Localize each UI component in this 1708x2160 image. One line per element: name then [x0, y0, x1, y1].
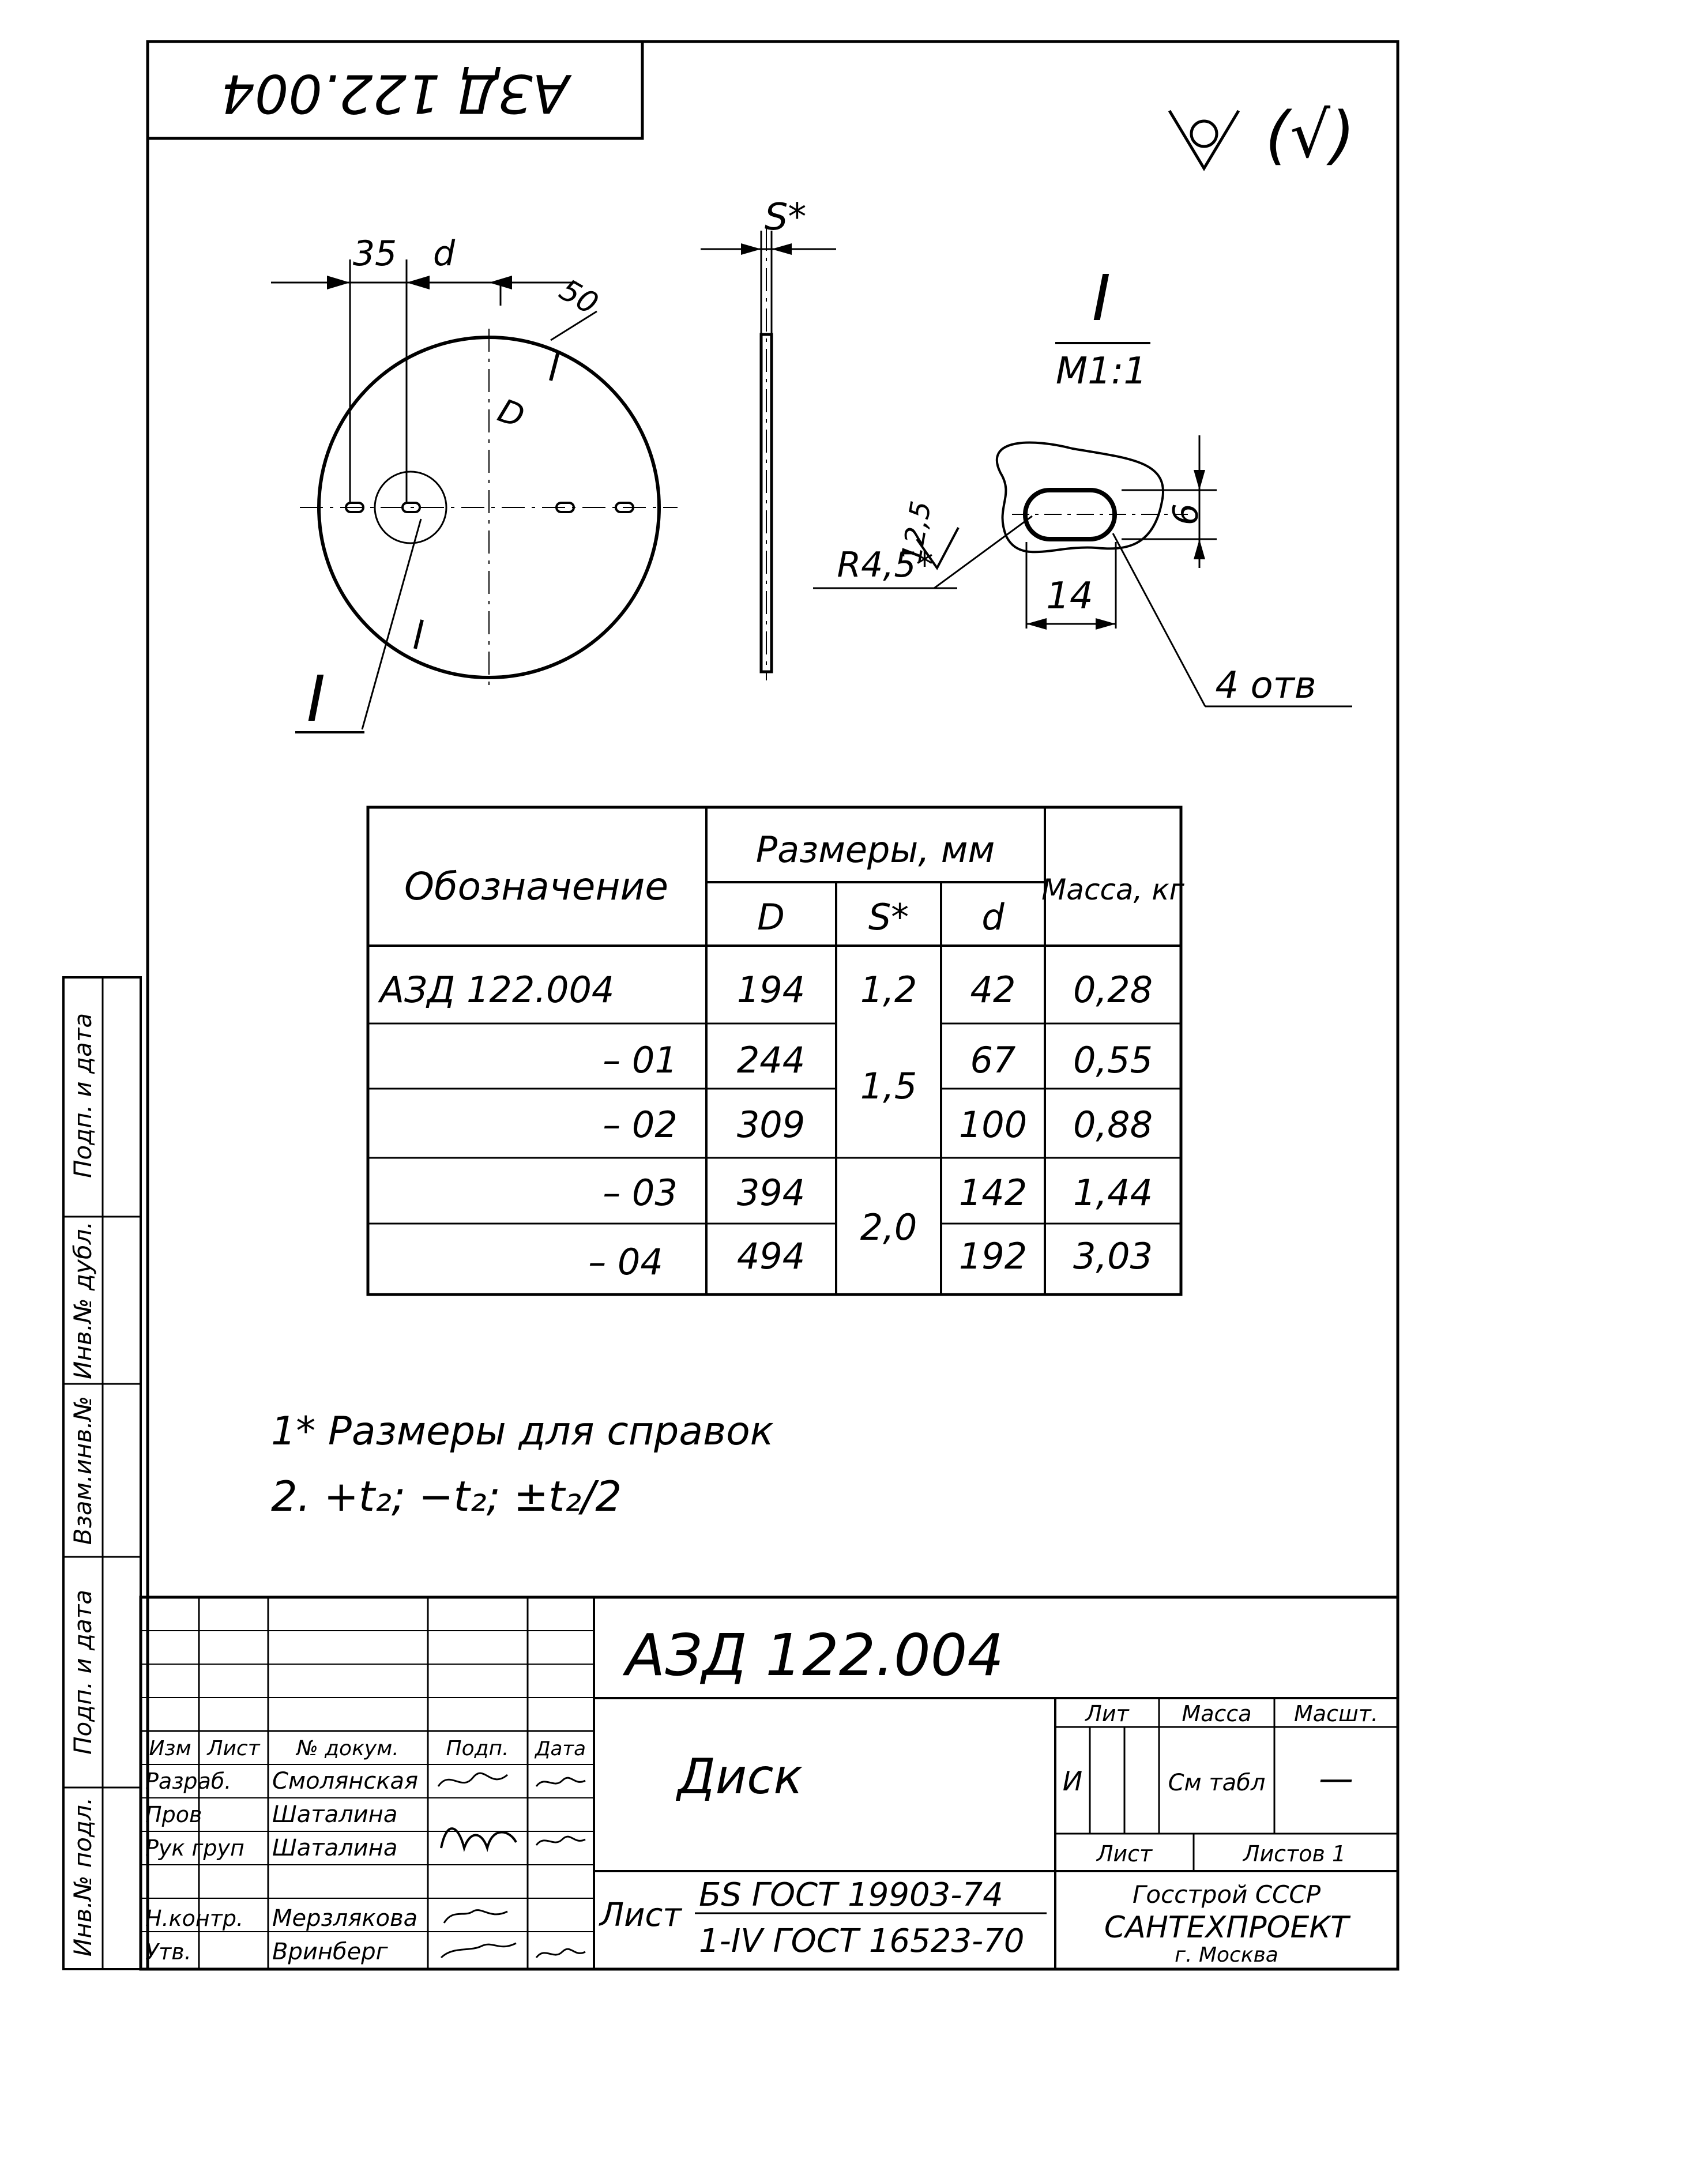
detail-view	[813, 261, 1352, 707]
tb-mass-label: Масса	[1182, 1701, 1252, 1726]
date-check-icon	[536, 1837, 585, 1845]
col-designation: Обозначение	[404, 864, 668, 909]
tb-org-line1: Госстрой СССР	[1132, 1880, 1321, 1909]
col-D: D	[757, 896, 785, 938]
name-appr: Вринберг	[272, 1939, 388, 1965]
tb-material-prefix: Лист	[600, 1896, 682, 1934]
tb-lit-value: И	[1062, 1766, 1083, 1797]
hdr-list: Лист	[207, 1737, 260, 1760]
hdr-izm: Изм	[149, 1737, 191, 1760]
row-4-D: 494	[736, 1235, 806, 1277]
detail-width: 14	[1046, 575, 1093, 618]
role-head: Рук груп	[145, 1835, 244, 1861]
tb-sheets-label: Листов 1	[1243, 1841, 1346, 1867]
row-0-mass: 0,28	[1073, 969, 1153, 1011]
row-0-D: 194	[736, 969, 806, 1011]
row-0-designation: АЗД 122.004	[379, 969, 615, 1011]
hdr-sign: Подп.	[446, 1737, 509, 1760]
dim-50: 50	[553, 272, 604, 322]
note-1: 1* Размеры для справок	[271, 1409, 774, 1454]
surface-roughness-mark	[1169, 98, 1355, 172]
name-dev: Смолянская	[272, 1768, 419, 1794]
row-4-mass: 3,03	[1073, 1235, 1153, 1277]
row-3-d: 142	[958, 1172, 1028, 1214]
col-mass: Масса, кг	[1041, 873, 1184, 906]
row-4-designation: – 04	[588, 1241, 663, 1283]
detail-holes: 4 отв	[1215, 664, 1316, 707]
signature-norm-icon	[444, 1910, 507, 1923]
name-check: Шаталина	[272, 1801, 398, 1828]
dimensions-table	[368, 807, 1185, 1295]
role-check: Пров	[145, 1802, 202, 1827]
row-3-s: 2,0	[860, 1206, 917, 1248]
detail-radius: R4,5*	[837, 545, 934, 585]
row-1-mass: 0,55	[1073, 1039, 1153, 1081]
side-field-3: Взам.инв.№	[69, 1395, 97, 1545]
row-4-d: 192	[958, 1235, 1028, 1277]
signature-dev-icon	[438, 1773, 507, 1786]
dim-d: d	[432, 234, 456, 274]
notes	[271, 1409, 774, 1521]
name-norm: Мерзлякова	[272, 1905, 418, 1932]
tb-scale-label: Масшт.	[1294, 1701, 1378, 1726]
tb-mass-value: См табл	[1168, 1770, 1266, 1796]
row-1-designation: – 01	[603, 1039, 678, 1081]
tb-code: АЗД 122.004	[626, 1621, 1004, 1689]
row-3-mass: 1,44	[1073, 1172, 1153, 1214]
holes-leader	[1113, 533, 1205, 706]
radius-leader	[934, 516, 1032, 588]
dim-35: 35	[352, 234, 397, 274]
row-3-D: 394	[736, 1172, 806, 1214]
col-s: S*	[868, 896, 909, 938]
role-norm: Н.контр.	[145, 1906, 244, 1931]
row-2-d: 100	[958, 1104, 1028, 1146]
tb-lit-label: Лит	[1085, 1701, 1129, 1726]
row-3-designation: – 03	[603, 1172, 678, 1214]
note-2: 2. +t₂; −t₂; ±t₂/2	[271, 1472, 622, 1521]
side-stamp	[63, 977, 141, 1969]
row-0-d: 42	[970, 969, 1016, 1011]
roughness-circle-icon	[1191, 121, 1217, 146]
radial-tick-top	[551, 352, 558, 381]
tb-sheet-label: Лист	[1096, 1841, 1153, 1867]
top-stamp-code: АЗД 122.004	[221, 62, 569, 125]
row-0-s: 1,2	[860, 969, 917, 1011]
row-1-D: 244	[736, 1039, 806, 1081]
date-dev-icon	[536, 1778, 585, 1786]
col-dims-group: Размеры, мм	[755, 829, 995, 871]
tb-org-line2: САНТЕХПРОЕКТ	[1104, 1910, 1349, 1945]
side-field-1: Подп. и дата	[69, 1013, 97, 1179]
radial-tick-bottom	[415, 620, 422, 649]
side-field-2: Инв.№ дубл.	[69, 1221, 97, 1380]
row-2-designation: – 02	[603, 1104, 678, 1146]
role-appr: Утв.	[145, 1939, 191, 1965]
tb-org-line3: г. Москва	[1175, 1943, 1278, 1967]
date-appr-icon	[536, 1949, 585, 1958]
leader-50	[551, 311, 597, 340]
title-block	[141, 1597, 1398, 1969]
section-leader	[362, 519, 421, 729]
hdr-date: Дата	[535, 1737, 586, 1760]
tb-material-line2: 1-IV ГОСТ 16523-70	[699, 1922, 1025, 1960]
hdr-docnum: № докум.	[296, 1737, 399, 1760]
row-1-s: 1,5	[860, 1065, 917, 1107]
signature-appr-icon	[441, 1943, 516, 1958]
role-dev: Разраб.	[145, 1768, 232, 1794]
detail-height: 9	[1164, 503, 1205, 526]
roughness-triangle-icon	[1169, 111, 1239, 168]
top-stamp	[148, 42, 642, 138]
detail-scale: М1:1	[1055, 350, 1148, 393]
detail-breakout-outline	[997, 443, 1163, 552]
side-view	[701, 196, 836, 680]
row-2-D: 309	[736, 1104, 806, 1146]
tb-name: Диск	[678, 1748, 803, 1805]
dim-s: S*	[764, 196, 807, 239]
detail-title: I	[1092, 261, 1111, 335]
tb-material-line1: БS ГОСТ 19903-74	[699, 1876, 1003, 1914]
front-view	[271, 234, 678, 736]
section-mark-I: I	[306, 662, 326, 736]
name-head: Шаталина	[272, 1835, 398, 1861]
roughness-check-mark: (√)	[1265, 98, 1355, 172]
label-D: D	[492, 392, 529, 436]
side-field-4: Подп. и дата	[69, 1589, 97, 1755]
detail-roughness: 12,5	[895, 498, 938, 565]
row-1-d: 67	[970, 1039, 1016, 1081]
tb-scale-value: —	[1319, 1759, 1353, 1799]
row-2-mass: 0,88	[1073, 1104, 1153, 1146]
side-field-5: Инв.№ подл.	[69, 1797, 97, 1957]
col-d: d	[981, 896, 1005, 938]
